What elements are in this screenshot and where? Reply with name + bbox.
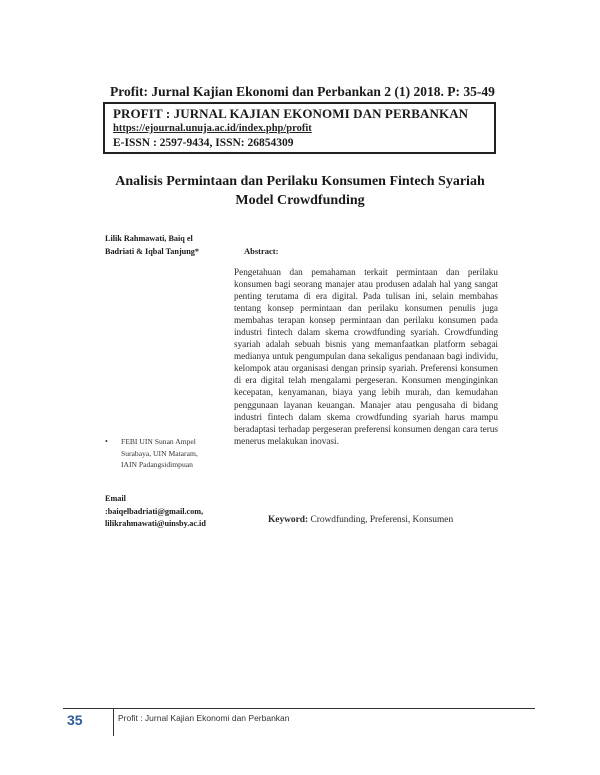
footer-separator	[113, 708, 114, 736]
email-block	[105, 493, 245, 531]
footer-journal-name: Profit : Jurnal Kajian Ekonomi dan Perbankan	[118, 713, 290, 723]
article-title-line-1: Analisis Permintaan dan Perilaku Konsumen Fintech Syariah	[115, 174, 485, 189]
abstract-text: Pengetahuan dan pemahaman terkait permintaan dan perilaku konsumen bagi seorang manajer atau produsen adalah hal yang sangat penting terutama di era digital. Pada tulisan ini, selain membahas tentang konsep permintaan dan perilaku konsumen penulis juga membahas terapan konsep permintaan dan perilaku konsumen pada industri fintech dalam skema crowdfunding syariah. Crowdfunding syariah adalah sebuah bisnis yang memanfaatkan platform sebagai medianya untuk pengumpulan dana sekaligus pendanaan bagi individu, kelompok atau organisasi dengan prinsip syariah. Preferensi konsumen di era digital telah mengalami pergeseran. Konsumen menginginkan kecepatan, kenyamanan, biaya yang lebih murah, dan kemudahan penggunaan layanan keuangan. Manajer atau pengusaha di bidang industri fintech dalam skema crowdfunding syariah harus mampu beradaptasi terhadap pergeseran preferensi konsumen dengan cara terus menerus melakukan inovasi.	[234, 267, 498, 446]
running-head: Profit: Jurnal Kajian Ekonomi dan Perbankan 2 (1) 2018. P: 35-49	[110, 84, 495, 99]
article-title	[60, 172, 540, 210]
footer-divider	[63, 708, 535, 709]
journal-name: PROFIT : JURNAL KAJIAN EKONOMI DAN PERBANKAN	[113, 106, 469, 121]
affiliation-line-2: Surabaya, UIN Mataram,	[121, 448, 198, 458]
keywords	[268, 515, 508, 525]
authors-line-1: Lilik Rahmawati, Baiq el	[105, 234, 193, 243]
affiliation-line-1: FEBI UIN Sunan Ampel	[121, 437, 196, 446]
abstract-label: Abstract:	[244, 246, 279, 256]
article-title-line-2: Model Crowdfunding	[235, 193, 365, 208]
email-address-2[interactable]: lilikrahmawati@uinsby.ac.id	[105, 519, 206, 528]
bullet-icon: •	[105, 437, 108, 446]
authors	[105, 233, 235, 258]
affiliation	[105, 436, 230, 471]
journal-issn: E-ISSN : 2597-9434, ISSN: 26854309	[113, 137, 294, 149]
journal-info-box	[103, 102, 496, 154]
email-label: Email	[105, 494, 126, 503]
email-address-1[interactable]: :baiqelbadriati@gmail.com,	[105, 506, 204, 516]
keyword-label: Keyword:	[268, 515, 309, 525]
authors-line-2: Badriati & Iqbal Tanjung*	[105, 246, 199, 256]
keyword-values: Crowdfunding, Preferensi, Konsumen	[310, 515, 454, 525]
journal-url-link[interactable]: https://ejournal.unuja.ac.id/index.php/profit	[113, 122, 312, 134]
affiliation-line-3: IAIN Padangsidimpuan	[121, 460, 193, 469]
page-number: 35	[67, 712, 83, 728]
